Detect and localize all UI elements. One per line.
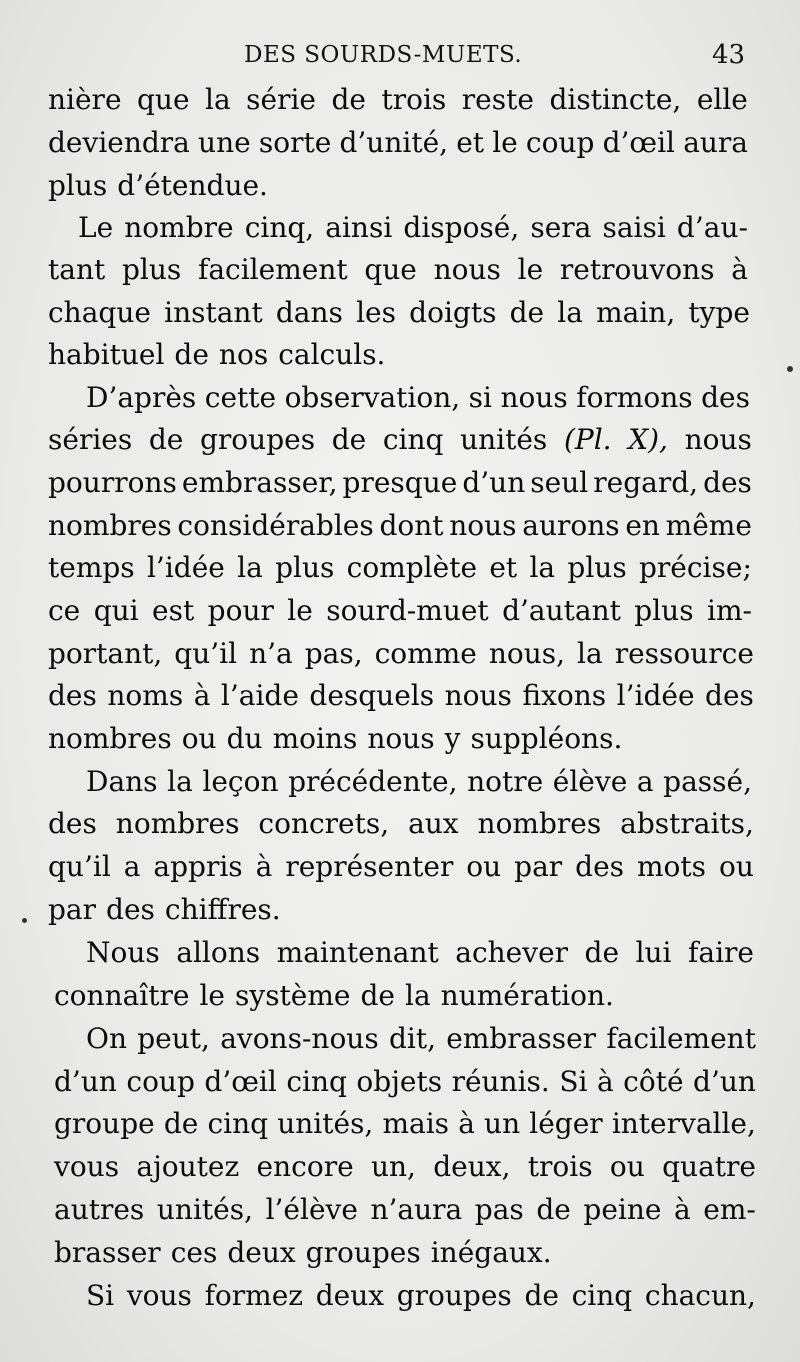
word: elle <box>696 83 748 116</box>
word: l’idée <box>146 551 225 584</box>
word: unités <box>460 423 548 456</box>
word: notre <box>467 765 544 798</box>
word: aurons <box>522 509 620 542</box>
word: sorte <box>258 126 332 159</box>
text-line <box>48 679 754 715</box>
word: d’un <box>693 1065 756 1098</box>
word: est <box>152 594 195 627</box>
word: que <box>137 83 190 116</box>
word: le <box>492 126 518 159</box>
word: vous <box>126 1279 192 1312</box>
word: passé, <box>663 765 752 798</box>
word: cinq <box>207 1107 269 1140</box>
word: ou <box>609 1150 645 1183</box>
word: élève <box>552 765 628 798</box>
word: à <box>458 1107 475 1140</box>
text-line <box>78 211 748 247</box>
word: la <box>237 551 263 584</box>
word: nombre <box>124 211 234 244</box>
word: représenter <box>285 850 454 883</box>
word: plus <box>121 253 182 286</box>
word: formons <box>576 381 693 414</box>
word: intervalle, <box>611 1107 756 1140</box>
word: ajoutez <box>136 1150 240 1183</box>
word: plus <box>567 551 627 584</box>
text-line <box>54 1065 756 1101</box>
word: inégaux. <box>430 1236 552 1269</box>
word: y <box>444 722 461 755</box>
word: de <box>536 1193 571 1226</box>
word: objets <box>356 1065 443 1098</box>
text-line <box>48 296 750 332</box>
word: On <box>86 1022 127 1055</box>
word: peine <box>583 1193 662 1226</box>
word: unités, <box>156 1193 253 1226</box>
word: lui <box>635 936 672 969</box>
word: deviendra <box>48 126 190 159</box>
word: deux <box>315 1279 385 1312</box>
word: nos <box>218 338 269 371</box>
word: autres <box>54 1193 145 1226</box>
word: et <box>456 126 485 159</box>
word: quatre <box>662 1150 756 1183</box>
word: d’œil <box>602 126 676 159</box>
word: reste <box>461 83 534 116</box>
word: noms <box>107 679 184 712</box>
text-line <box>48 637 754 673</box>
word: sera <box>530 211 592 244</box>
word: côté <box>623 1065 684 1098</box>
word: séries <box>48 423 133 456</box>
word: d’autant <box>502 594 621 627</box>
word: coup <box>126 1065 195 1098</box>
word: Si <box>86 1279 115 1312</box>
word: dans <box>275 296 343 329</box>
word: mots <box>636 850 707 883</box>
word: groupes <box>200 423 316 456</box>
page-number: 43 <box>712 40 746 70</box>
word: im- <box>707 594 752 627</box>
word: cinq, <box>244 211 315 244</box>
word: observation, <box>284 381 461 414</box>
word: distincte, <box>549 83 682 116</box>
word: ces <box>170 1236 218 1269</box>
word: de <box>174 338 209 371</box>
text-line <box>48 169 748 205</box>
word: sourd-muet <box>326 594 489 627</box>
word: qu’il <box>174 637 238 670</box>
word: regard, <box>593 466 699 499</box>
word: de <box>148 423 184 456</box>
word: habituel <box>48 338 165 371</box>
word: aux <box>408 807 459 840</box>
word: et <box>489 551 518 584</box>
word: groupes <box>396 1279 512 1312</box>
word: de <box>163 1107 199 1140</box>
word: la <box>577 637 603 670</box>
text-line <box>86 1279 756 1315</box>
word: seul <box>530 466 589 499</box>
word: doigts <box>409 296 497 329</box>
word: nous, <box>488 637 566 670</box>
word: la <box>405 979 431 1012</box>
word: saisi <box>602 211 666 244</box>
word: nombres <box>48 509 172 542</box>
word: l’idée <box>616 679 695 712</box>
word: complète <box>346 551 478 584</box>
word: nous <box>433 253 501 286</box>
word: cinq <box>382 423 444 456</box>
word: qui <box>93 594 139 627</box>
word: chacun, <box>644 1279 756 1312</box>
word: trois <box>527 1150 593 1183</box>
word: Nous <box>86 936 160 969</box>
word: a <box>123 850 141 883</box>
word: ou <box>718 850 754 883</box>
word: portant, <box>48 637 163 670</box>
word: X), <box>628 423 668 456</box>
word: de <box>524 1279 559 1312</box>
word: calculs. <box>278 338 386 371</box>
word: facilement <box>197 253 348 286</box>
word: brasser <box>54 1236 161 1269</box>
word: groupes <box>305 1236 421 1269</box>
word: des <box>705 679 754 712</box>
text-line <box>86 1022 756 1058</box>
word: numération. <box>440 979 614 1012</box>
word: cinq <box>571 1279 633 1312</box>
word: ou <box>466 850 502 883</box>
word: nière <box>48 83 122 116</box>
word: cette <box>204 381 277 414</box>
word: la <box>205 83 231 116</box>
text-line <box>54 1150 756 1186</box>
word: suppléons. <box>470 722 623 755</box>
word: ce <box>48 594 81 627</box>
word: tant <box>48 253 106 286</box>
word: abstraits, <box>620 807 754 840</box>
text-line <box>54 1107 756 1143</box>
word: des <box>106 893 155 926</box>
word: chiffres. <box>164 893 281 926</box>
word: achever <box>455 936 569 969</box>
word: de <box>509 296 545 329</box>
word: (Pl. <box>563 423 612 456</box>
word: considérables <box>177 509 374 542</box>
ink-speck <box>22 918 27 923</box>
word: avons-nous <box>220 1022 379 1055</box>
word: instant <box>164 296 263 329</box>
word: desquels <box>309 679 435 712</box>
text-line <box>48 466 752 502</box>
word: dont <box>379 509 444 542</box>
word: d’étendue. <box>117 169 268 202</box>
word: d’unité, <box>339 126 449 159</box>
word: par <box>48 893 97 926</box>
word: fixons <box>522 679 607 712</box>
word: de <box>331 423 367 456</box>
word: nous <box>444 679 512 712</box>
word: allons <box>176 936 261 969</box>
word: pour <box>207 594 274 627</box>
word: les <box>356 296 396 329</box>
word: le <box>199 979 225 1012</box>
text-line <box>86 936 754 972</box>
word: nombres <box>115 807 240 840</box>
word: peut, <box>137 1022 210 1055</box>
word: embrasser <box>446 1022 597 1055</box>
word: deux <box>227 1236 296 1269</box>
word: appris <box>153 850 243 883</box>
text-line <box>48 722 754 758</box>
word: trois <box>381 83 447 116</box>
word: précédente, <box>288 765 458 798</box>
ink-speck <box>787 366 793 372</box>
word: groupe <box>54 1107 155 1140</box>
word: retrouvons <box>559 253 715 286</box>
word: disposé, <box>403 211 520 244</box>
word: des <box>703 466 752 499</box>
word: em- <box>703 1193 756 1226</box>
text-line <box>48 423 752 459</box>
word: Si <box>559 1065 588 1098</box>
word: d’au- <box>676 211 748 244</box>
text-line <box>54 1236 756 1272</box>
word: ressource <box>614 637 754 670</box>
word: vous <box>54 1150 120 1183</box>
word: à <box>674 1193 691 1226</box>
word: coup <box>525 126 595 159</box>
word: la <box>557 296 583 329</box>
word: si <box>468 381 492 414</box>
word: à <box>193 679 211 712</box>
word: l’aide <box>220 679 299 712</box>
word: temps <box>48 551 135 584</box>
text-line <box>48 509 752 545</box>
word: presque <box>342 466 458 499</box>
running-head <box>0 36 800 76</box>
word: moins <box>272 722 358 755</box>
word: à <box>731 253 748 286</box>
word: un, <box>370 1150 416 1183</box>
word: pas, <box>304 637 363 670</box>
text-line <box>48 551 752 587</box>
word: série <box>246 83 317 116</box>
word: nous <box>367 722 435 755</box>
text-line <box>86 765 752 801</box>
word: type <box>688 296 750 329</box>
word: de <box>331 83 366 116</box>
text-line <box>54 1193 756 1229</box>
text-line <box>48 807 754 843</box>
word: nous <box>684 423 752 456</box>
text-line <box>48 850 754 886</box>
word: n’aura <box>370 1193 463 1226</box>
word: du <box>226 722 263 755</box>
word: formez <box>204 1279 304 1312</box>
word: nous <box>500 381 568 414</box>
word: concrets, <box>258 807 390 840</box>
word: léger <box>529 1107 603 1140</box>
word: des <box>575 850 625 883</box>
word: main, <box>596 296 676 329</box>
word: précise; <box>639 551 752 584</box>
word: à <box>255 850 273 883</box>
word: nombres <box>477 807 602 840</box>
word: pourrons <box>48 466 177 499</box>
word: plus <box>275 551 335 584</box>
word: aura <box>683 126 748 159</box>
text-line <box>48 83 748 119</box>
word: encore <box>256 1150 354 1183</box>
word: l’élève <box>265 1193 358 1226</box>
word: des <box>48 679 97 712</box>
word: deux, <box>433 1150 511 1183</box>
word: nombres <box>48 722 172 755</box>
word: système <box>235 979 351 1012</box>
word: Dans <box>86 765 158 798</box>
word: d’un <box>54 1065 117 1098</box>
text-line <box>48 338 750 374</box>
text-line <box>86 381 750 417</box>
word: une <box>198 126 251 159</box>
word: la <box>529 551 556 584</box>
word: en <box>625 509 660 542</box>
text-line <box>54 979 754 1015</box>
word: de <box>360 979 395 1012</box>
word: ou <box>181 722 217 755</box>
word: cinq <box>286 1065 347 1098</box>
word: par <box>514 850 563 883</box>
word: facilement <box>606 1022 756 1055</box>
word: dit, <box>388 1022 436 1055</box>
word: même <box>665 509 752 542</box>
word: n’a <box>249 637 293 670</box>
word: D’après <box>86 381 197 414</box>
word: leçon <box>202 765 279 798</box>
word: mais <box>382 1107 450 1140</box>
word: plus <box>48 169 108 202</box>
word: de <box>584 936 620 969</box>
word: d’un <box>462 466 526 499</box>
word: le <box>287 594 313 627</box>
word: le <box>517 253 544 286</box>
word: des <box>701 381 750 414</box>
word: un <box>484 1107 521 1140</box>
text-line <box>48 253 748 289</box>
text-line <box>48 594 752 630</box>
word: comme <box>374 637 477 670</box>
word: unités, <box>277 1107 374 1140</box>
word: chaque <box>48 296 151 329</box>
word: faire <box>688 936 754 969</box>
word: a <box>636 765 654 798</box>
word: nous <box>449 509 517 542</box>
word: ainsi <box>325 211 393 244</box>
word: que <box>364 253 417 286</box>
word: à <box>596 1065 614 1098</box>
word: Le <box>78 211 114 244</box>
word: d’œil <box>204 1065 277 1098</box>
word: connaître <box>54 979 190 1012</box>
word: des <box>48 807 97 840</box>
word: plus <box>634 594 694 627</box>
word: maintenant <box>276 936 439 969</box>
word: réunis. <box>451 1065 550 1098</box>
word: la <box>167 765 193 798</box>
text-line <box>48 126 748 162</box>
word: embrasser, <box>181 466 338 499</box>
text-line <box>48 893 754 929</box>
running-title: DES SOURDS-MUETS. <box>244 42 523 68</box>
word: pas <box>474 1193 524 1226</box>
word: qu’il <box>48 850 111 883</box>
